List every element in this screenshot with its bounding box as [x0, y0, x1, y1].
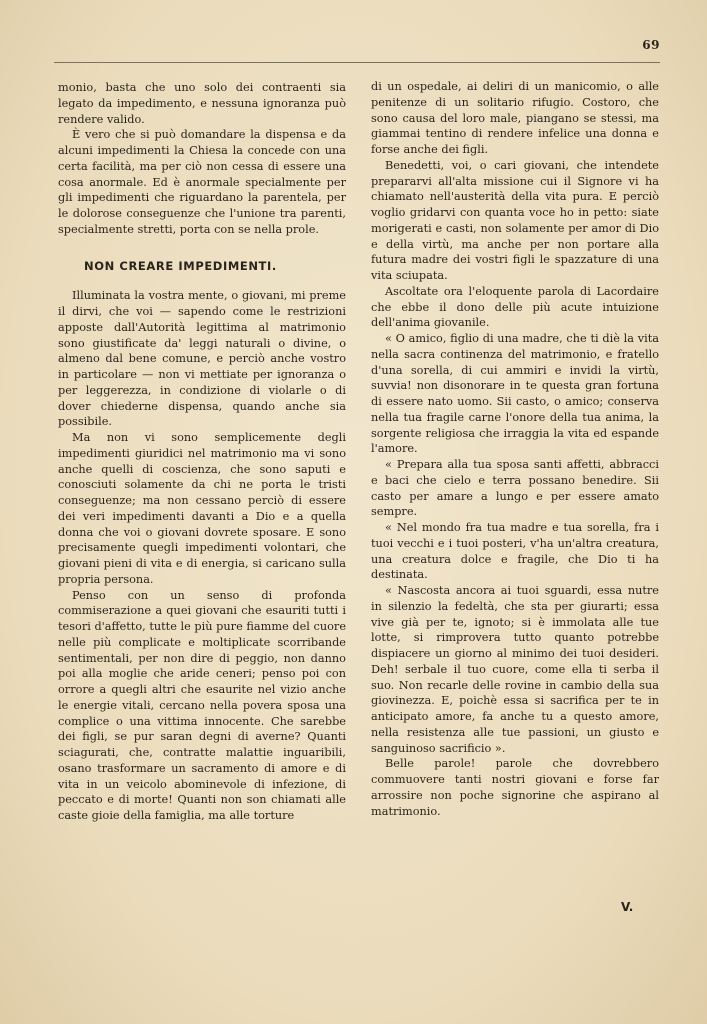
page-number: 69 — [642, 38, 660, 52]
left-paragraph-3: Illuminata la vostra mente, o giovani, mi preme il dirvi, che voi — sapendo come le restrizioni apposte dall'Autorità legittima al matrimonio sono giustificate da' leggi naturali o divine, o almeno dal bene comune, e perciò anche vostro in particolare — non vi mettiate per ignoranza o per leggerezza, in condizione di violarle o di dover chiederne dispensa, quando anche sia possibile. — [58, 289, 346, 429]
author-signature: V. — [621, 900, 634, 914]
right-paragraph-1: di un ospedale, ai deliri di un manicomio, o alle penitenze di un solitario rifugio. Costoro, che sono causa del loro male, piangano se stessi, ma giammai tentino di rendere infelice una donna e forse anche dei figli. — [371, 80, 659, 156]
quote-paragraph-3: « Nel mondo fra tua madre e tua sorella, fra i tuoi vecchi e i tuoi posteri, v'ha un'altra creatura, una creatura dolce e fragile, che Dio ti ha destinata. — [371, 521, 659, 582]
quote-paragraph-2: « Prepara alla tua sposa santi affetti, abbracci e baci che cielo e terra possano benedire. Sii casto per amare a lungo e per essere amato sempre. — [371, 458, 659, 519]
left-paragraph-2: È vero che si può domandare la dispensa e da alcuni impedimenti la Chiesa la concede con una certa facilità, ma per ciò non cessa di essere una cosa anormale. Ed è anormale specialmente per gli impedimenti che riguardano la parentela, per le dolorose conseguenze che l'unione tra parenti, specialmente stretti, porta con se nella prole. — [58, 128, 346, 236]
right-paragraph-3: Ascoltate ora l'eloquente parola di Lacordaire che ebbe il dono delle più acute intuizione dell'anima giovanile. — [371, 284, 659, 330]
right-paragraph-2: Benedetti, voi, o cari giovani, che intendete prepararvi all'alta missione cui il Signore vi ha chiamato nell'austerità della vita pura. E perciò voglio gridarvi con quanta voce ho in petto: siate morigerati e casti, non solamente per amor di Dio e della virtù, ma anche per non portare alla futura madre dei vostri figli le spazzature di una vita sciupata. — [371, 158, 659, 282]
header-rule — [54, 62, 660, 63]
left-column — [58, 80, 346, 824]
quote-paragraph-4: « Nascosta ancora ai tuoi sguardi, essa nutre in silenzio la fedeltà, che sta per giurarti; essa vive già per te, ignoto; si è immolata alle tue lotte, si rimprovera tutto quanto potrebbe dispiacere un giorno al minimo dei tuoi desideri. Deh! serbale il tuo cuore, come ella ti serba il suo. Non recarle delle rovine in cambio della sua giovinezza. E, poichè essa si sacrifica per te in anticipato amore, fa anche tu a questo amore, nella resistenza alle tue passioni, un giusto e sanguinoso sacrificio ». — [371, 584, 659, 755]
right-column — [371, 79, 659, 819]
quote-paragraph-1: « O amico, figlio di una madre, che ti diè la vita nella sacra continenza del matrimonio, e fratello d'una sorella, di cui ammiri e invidi la virtù, suvvia! non disonorare in te questa gran fortuna di essere nato uomo. Sii casto, o amico; conserva nella tua fragile carne l'onore della tua anima, la sorgente religiosa che irraggia la vita ed espande l'amore. — [371, 332, 659, 456]
right-paragraph-closing: Belle parole! parole che dovrebbero commuovere tanti nostri giovani e forse far arrossire non poche signorine che aspirano al matrimonio. — [371, 757, 659, 818]
left-paragraph-5: Penso con un senso di profonda commiserazione a quei giovani che esauriti tutti i tesori d'affetto, tutte le più pure fiamme del cuore nelle più complicate e moltiplicate scorribande sentimentali, per non dire di peggio, non danno poi alla moglie che aride ceneri; penso poi con orrore a quegli altri che esaurite nel vizio anche le energie vitali, cercano nella povera sposa una complice o una vittima innocente. Che sarebbe dei figli, se pur saran degni di averne? Quanti sciagurati, che, contratte malattie inguaribili, osano trasformare un sacramento di amore e di vita in un veicolo abominevole di infezione, di peccato e di morte! Quanti non son chiamati alle caste gioie della famiglia, ma alle torture — [58, 588, 346, 822]
section-heading: NON CREARE IMPEDIMENTI. — [84, 258, 277, 273]
left-paragraph-4: Ma non vi sono semplicemente degli impedimenti giuridici nel matrimonio ma vi sono anche quelli di coscienza, che sono saputi e conosciuti solamente da chi ne porta le tristi conseguenze; ma non cessano perciò di essere dei veri impedimenti davanti a Dio e a quella donna che voi o giovani dovrete sposare. E sono precisamente quegli impedimenti volontari, che giovani pieni di vita e di energia, si caricano sulla propria persona. — [58, 431, 346, 586]
left-paragraph-1: monio, basta che uno solo dei contraenti sia legato da impedimento, e nessuna ignoranza può rendere valido. — [58, 81, 346, 126]
